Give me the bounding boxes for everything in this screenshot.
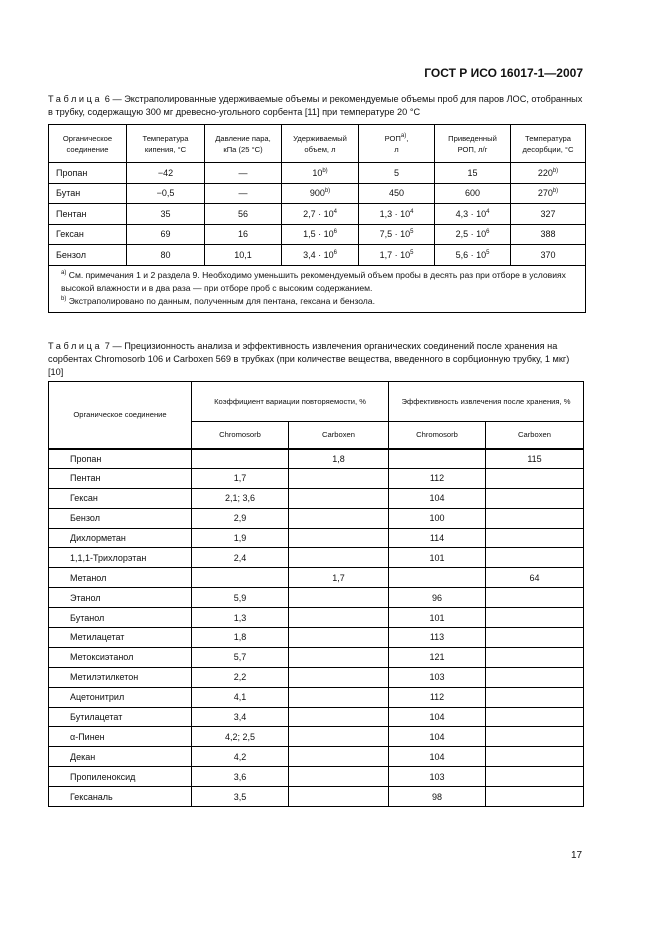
cv-chromosorb-cell [192,468,289,488]
rec-carboxen-cell [486,528,584,548]
cv-carboxen-cell [289,707,389,727]
compound-cell-value: Метилацетат [70,632,125,643]
compound-cell [49,568,192,588]
cv-carboxen-cell-value: 1,7 [332,572,345,583]
compound-cell [49,647,192,667]
reduced-rop-cell-sup: 4 [486,208,490,215]
cv-carboxen-cell [289,588,389,608]
rec-chromosorb-cell-value: 96 [432,592,443,603]
pressure-cell-value: 10,1 [234,249,252,260]
table6-label: Таблица [48,94,103,104]
boiling-cell [127,204,205,225]
table6-row [49,245,586,266]
rec-chromosorb-cell-value: 104 [429,731,445,742]
rec-chromosorb-cell-value: 112 [429,473,445,484]
cv-chromosorb-cell [192,449,289,469]
rop-cell [359,245,435,266]
boiling-cell-value: 80 [160,249,171,260]
rec-carboxen-cell [486,588,584,608]
desorption-cell [511,163,586,184]
table6-row [49,163,586,184]
table7-row [49,747,584,767]
rec-carboxen-cell-value: 64 [529,572,540,583]
cv-chromosorb-cell-value: 5,7 [233,652,247,663]
cv-chromosorb-cell [192,647,289,667]
compound-cell [49,707,192,727]
rec-chromosorb-cell-value: 101 [429,612,445,623]
table6-row [49,183,586,204]
cv-chromosorb-cell [192,667,289,687]
reduced-rop-cell-value: 4,3 · 10 [455,208,487,219]
compound-cell-value: Дихлорметан [70,533,126,543]
rop-cell-sup: 5 [410,229,414,236]
cv-chromosorb-cell [192,488,289,508]
table7-header-recovery: Эффективность извлечения после хранения, % [389,382,584,422]
rec-carboxen-cell [486,647,584,667]
rec-carboxen-cell [486,488,584,508]
cv-carboxen-cell [289,687,389,707]
cv-carboxen-cell [289,608,389,628]
compound-cell [49,727,192,747]
note-b-mark: b) [61,295,67,302]
rec-carboxen-cell [486,727,584,747]
table7-row [49,647,584,667]
compound-cell [49,183,127,204]
compound-cell [49,687,192,707]
boiling-cell [127,224,205,245]
compound-cell [49,767,192,787]
reduced-rop-cell-value: 15 [467,167,478,178]
table6-header-rop-sup: а) [400,132,407,139]
cv-carboxen-cell [289,488,389,508]
cv-carboxen-cell [289,548,389,568]
note-a-mark: а) [61,269,67,276]
desorption-cell-sup: b) [552,188,559,195]
compound-cell-value: Пропиленоксид [70,771,136,782]
rec-carboxen-cell [486,707,584,727]
reduced-rop-cell-sup: 5 [486,249,490,256]
rec-carboxen-cell [486,687,584,707]
table6-header-rop-unit: л [394,144,399,154]
rec-carboxen-cell [486,508,584,528]
desorption-cell [511,204,586,225]
rec-chromosorb-cell [389,787,486,807]
rec-chromosorb-cell [389,568,486,588]
cv-chromosorb-cell-value: 2,2 [233,672,247,683]
compound-cell-value: Пентан [70,473,101,484]
table7-sub-rec-chromosorb: Chromosorb [389,422,486,449]
pressure-cell [205,163,282,184]
cv-carboxen-cell [289,528,389,548]
rec-chromosorb-cell [389,488,486,508]
compound-cell [49,608,192,628]
cv-chromosorb-cell-value: 5,9 [233,592,247,603]
rec-carboxen-cell [486,468,584,488]
rec-carboxen-cell [486,747,584,767]
rec-chromosorb-cell [389,707,486,727]
cv-carboxen-cell [289,468,389,488]
cv-chromosorb-cell-value: 2,4 [233,552,247,563]
rec-chromosorb-cell [389,468,486,488]
compound-cell [49,245,127,266]
rec-carboxen-cell [486,548,584,568]
rop-cell [359,183,435,204]
cv-chromosorb-cell-value: 3,5 [233,791,247,802]
boiling-cell-value: 69 [160,229,171,240]
cv-carboxen-cell [289,787,389,807]
rop-cell-value: 5 [393,167,399,178]
table7-row [49,548,584,568]
compound-cell [49,488,192,508]
cv-chromosorb-cell [192,568,289,588]
rec-chromosorb-cell-value: 104 [429,712,445,723]
compound-cell-value: Пропан [70,453,102,464]
table7-row [49,568,584,588]
table7-row [49,767,584,787]
rop-cell-value: 450 [388,188,405,199]
compound-cell-value: α-Пинен [70,731,105,742]
reduced-rop-cell-value: 600 [464,188,481,199]
compound-cell [49,508,192,528]
cv-chromosorb-cell-value: 4,1 [233,692,247,703]
table6-header-row [49,125,586,163]
rec-carboxen-cell [486,568,584,588]
table7-row [49,687,584,707]
rop-cell [359,204,435,225]
desorption-cell [511,224,586,245]
table6-caption [48,93,584,119]
table7-row [49,707,584,727]
cv-chromosorb-cell-value: 4,2; 2,5 [224,731,256,742]
retention-cell [282,163,359,184]
table7-row [49,608,584,628]
table6 [48,124,586,313]
rec-chromosorb-cell [389,747,486,767]
cv-carboxen-cell [289,508,389,528]
compound-cell-value: Декан [70,751,96,762]
rec-carboxen-cell [486,767,584,787]
retention-cell-value: 900 [309,188,325,199]
rec-carboxen-cell-value: 115 [527,453,542,464]
retention-cell [282,224,359,245]
table7-caption [48,340,584,379]
compound-cell-value: Бензол [70,513,100,524]
pressure-cell [205,245,282,266]
rec-chromosorb-cell-value: 98 [432,791,443,802]
rec-chromosorb-cell [389,608,486,628]
rop-cell-sup: 5 [410,249,414,256]
cv-chromosorb-cell [192,508,289,528]
rec-carboxen-cell [486,608,584,628]
table7-header-compound: Органическое соединение [49,382,192,449]
rec-chromosorb-cell-value: 112 [429,692,445,703]
table7-sub-cv-chromosorb: Chromosorb [192,422,289,449]
cv-chromosorb-cell [192,767,289,787]
table7-label: Таблица [48,341,103,351]
rec-carboxen-cell [486,628,584,648]
retention-cell-sup: b) [322,167,328,174]
cv-carboxen-cell [289,628,389,648]
table7-row [49,488,584,508]
table7-sub-cv-carboxen: Carboxen [289,422,389,449]
boiling-cell-value: 35 [160,208,171,219]
compound-cell-value: 1,1,1-Трихлорэтан [70,552,147,563]
desorption-cell-sup: b) [552,167,559,174]
table6-header-pressure: Давление пара, кПа (25 °С) [205,125,282,163]
table7-row [49,787,584,807]
table6-header-desorption: Температура десорбции, °С [511,125,586,163]
pressure-cell-value: — [238,188,248,199]
boiling-cell [127,183,205,204]
rec-chromosorb-cell [389,628,486,648]
rec-chromosorb-cell-value: 114 [429,533,445,543]
cv-carboxen-cell [289,727,389,747]
cv-chromosorb-cell [192,548,289,568]
rec-chromosorb-cell [389,528,486,548]
rec-chromosorb-cell [389,588,486,608]
pressure-cell [205,224,282,245]
table6-header-reduced-rop: Приведенный РОП, л/г [435,125,511,163]
retention-cell-value: 10 [312,167,323,178]
cv-chromosorb-cell [192,747,289,767]
retention-cell-sup: 6 [333,229,337,236]
compound-cell [49,548,192,568]
rop-cell [359,163,435,184]
boiling-cell-value: −42 [157,167,174,178]
reduced-rop-cell-value: 2,5 · 10 [455,229,487,240]
desorption-cell [511,245,586,266]
table6-header-compound: Органическое соединение [49,125,127,163]
note-b-text: Экстраполировано по данным, полученным для пентана, гексана и бензола. [66,295,375,306]
cv-chromosorb-cell [192,787,289,807]
rop-cell-sup: 4 [410,208,414,215]
compound-cell-value: Гексаналь [70,791,113,802]
reduced-rop-cell [435,245,511,266]
rec-carboxen-cell [486,787,584,807]
reduced-rop-cell [435,183,511,204]
rec-chromosorb-cell [389,449,486,469]
compound-cell-value: Метилэтилкетон [70,672,139,683]
retention-cell [282,245,359,266]
compound-cell [49,449,192,469]
table7-row [49,588,584,608]
table6-note-b [61,295,579,308]
table6-header-rop: $РОП^{а)}$, л [359,125,435,163]
cv-chromosorb-cell-value: 1,7 [233,473,247,484]
table7-row [49,727,584,747]
desorption-cell-value: 370 [540,249,556,260]
cv-chromosorb-cell [192,687,289,707]
compound-cell-value: Гексан [70,493,98,504]
compound-cell-value: Бензол [56,249,86,260]
compound-cell-value: Бутан [56,188,81,199]
boiling-cell-value: −0,5 [156,188,175,199]
cv-carboxen-cell [289,449,389,469]
cv-chromosorb-cell [192,727,289,747]
pressure-cell-value: 56 [237,208,248,219]
compound-cell [49,528,192,548]
retention-cell-value: 2,7 · 10 [303,208,334,219]
retention-cell-value: 1,5 · 10 [303,229,334,240]
retention-cell-sup: 6 [333,249,337,256]
table6-notes [49,265,586,312]
compound-cell-value: Метоксиэтанол [70,652,134,663]
compound-cell [49,468,192,488]
rec-chromosorb-cell [389,647,486,667]
rec-chromosorb-cell-value: 101 [429,552,445,563]
rec-chromosorb-cell [389,727,486,747]
table7-row [49,528,584,548]
table7-header-cv: Коэффициент вариации повторяемости, % [192,382,389,422]
boiling-cell [127,245,205,266]
reduced-rop-cell [435,224,511,245]
rec-chromosorb-cell-value: 100 [429,513,445,524]
rec-chromosorb-cell-value: 103 [429,672,445,683]
compound-cell-value: Пропан [56,167,88,178]
pressure-cell-value: — [238,167,248,178]
desorption-cell [511,183,586,204]
cv-chromosorb-cell-value: 2,1; 3,6 [224,493,256,504]
rec-chromosorb-cell-value: 104 [429,493,445,504]
document-code: ГОСТ Р ИСО 16017-1—2007 [424,66,583,80]
compound-cell [49,787,192,807]
retention-cell [282,204,359,225]
rop-cell [359,224,435,245]
rec-chromosorb-cell [389,548,486,568]
cv-carboxen-cell [289,667,389,687]
pressure-cell [205,204,282,225]
compound-cell [49,204,127,225]
table6-note-a [61,269,579,295]
table7 [48,381,584,807]
rec-chromosorb-cell [389,767,486,787]
reduced-rop-cell-value: 5,6 · 10 [455,249,487,260]
compound-cell [49,163,127,184]
cv-chromosorb-cell [192,608,289,628]
reduced-rop-cell [435,204,511,225]
reduced-rop-cell-sup: 6 [486,229,490,236]
table7-header-row-1 [49,382,584,422]
rec-chromosorb-cell [389,508,486,528]
rop-cell-value: 7,5 · 10 [379,229,411,240]
cv-chromosorb-cell-value: 3,6 [233,771,247,782]
retention-cell-value: 3,4 · 10 [303,249,334,260]
cv-chromosorb-cell-value: 1,3 [233,612,247,623]
cv-carboxen-cell [289,767,389,787]
pressure-cell-value: 16 [237,229,248,240]
table6-row [49,224,586,245]
rec-chromosorb-cell-value: 121 [429,652,445,663]
rec-chromosorb-cell-value: 113 [429,632,445,643]
cv-chromosorb-cell-value: 2,9 [233,513,247,524]
cv-chromosorb-cell-value: 4,2 [233,751,247,762]
rec-chromosorb-cell-value: 104 [429,751,445,762]
compound-cell [49,588,192,608]
pressure-cell [205,183,282,204]
cv-carboxen-cell [289,568,389,588]
rec-carboxen-cell [486,667,584,687]
retention-cell-sup: 4 [333,208,337,215]
compound-cell-value: Ацетонитрил [70,692,125,703]
table7-sub-rec-carboxen: Carboxen [486,422,584,449]
desorption-cell-value: 327 [540,208,556,219]
table7-row [49,449,584,469]
retention-cell-sup: b) [324,188,331,195]
rop-cell-value: 1,3 · 10 [379,208,411,219]
cv-chromosorb-cell-value: 3,4 [233,712,247,723]
table6-caption-text: 6 — Экстраполированные удерживаемые объемы и рекомендуемые объемы проб для паров ЛОС, отобранных в трубку, содержащую 300 мг древесно-угольного сорбента [11] при температуре 20 °С [48,94,583,117]
note-a-text: См. примечания 1 и 2 раздела 9. Необходимо уменьшить рекомендуемый объем пробы в десять раз при отборе в условиях высокой влажности и в два раза — при отборе проб с высоким содержанием. [61,269,566,293]
page-number: 17 [571,850,583,861]
cv-chromosorb-cell [192,528,289,548]
compound-cell-value: Бутанол [70,612,105,623]
cv-carboxen-cell [289,647,389,667]
rec-carboxen-cell [486,449,584,469]
compound-cell-value: Метанол [70,572,107,583]
table7-row [49,628,584,648]
compound-cell-value: Гексан [56,229,84,240]
rec-chromosorb-cell-value: 103 [429,771,445,782]
compound-cell-value: Пентан [56,208,87,219]
reduced-rop-cell [435,163,511,184]
table7-caption-text: 7 — Прецизионность анализа и эффективность извлечения органических соединений после хранения на сорбентах Chromosorb 106 и Carboxen 569 в трубках (при количестве вещества, введенного в сорбционную трубку, 1 мкг) [10] [48,341,570,377]
compound-cell [49,667,192,687]
table7-row [49,468,584,488]
cv-chromosorb-cell [192,588,289,608]
cv-chromosorb-cell [192,707,289,727]
compound-cell-value: Бутилацетат [70,712,123,723]
table7-row [49,667,584,687]
compound-cell [49,628,192,648]
table6-header-boiling: Температура кипения, °С [127,125,205,163]
table6-header-rop-label: РОП [384,133,401,143]
cv-chromosorb-cell-value: 1,9 [233,533,247,543]
cv-carboxen-cell [289,747,389,767]
desorption-cell-value: 220 [537,167,553,178]
rec-chromosorb-cell [389,667,486,687]
rop-cell-value: 1,7 · 10 [379,249,411,260]
cv-chromosorb-cell [192,628,289,648]
compound-cell-value: Этанол [70,592,101,603]
desorption-cell-value: 388 [540,229,556,240]
rec-chromosorb-cell [389,687,486,707]
table6-row [49,204,586,225]
compound-cell [49,224,127,245]
table7-row [49,508,584,528]
cv-chromosorb-cell-value: 1,8 [233,632,247,643]
retention-cell [282,183,359,204]
boiling-cell [127,163,205,184]
desorption-cell-value: 270 [537,188,553,199]
cv-carboxen-cell-value: 1,8 [332,453,345,464]
table6-header-retention: Удерживаемый объем, л [282,125,359,163]
compound-cell [49,747,192,767]
